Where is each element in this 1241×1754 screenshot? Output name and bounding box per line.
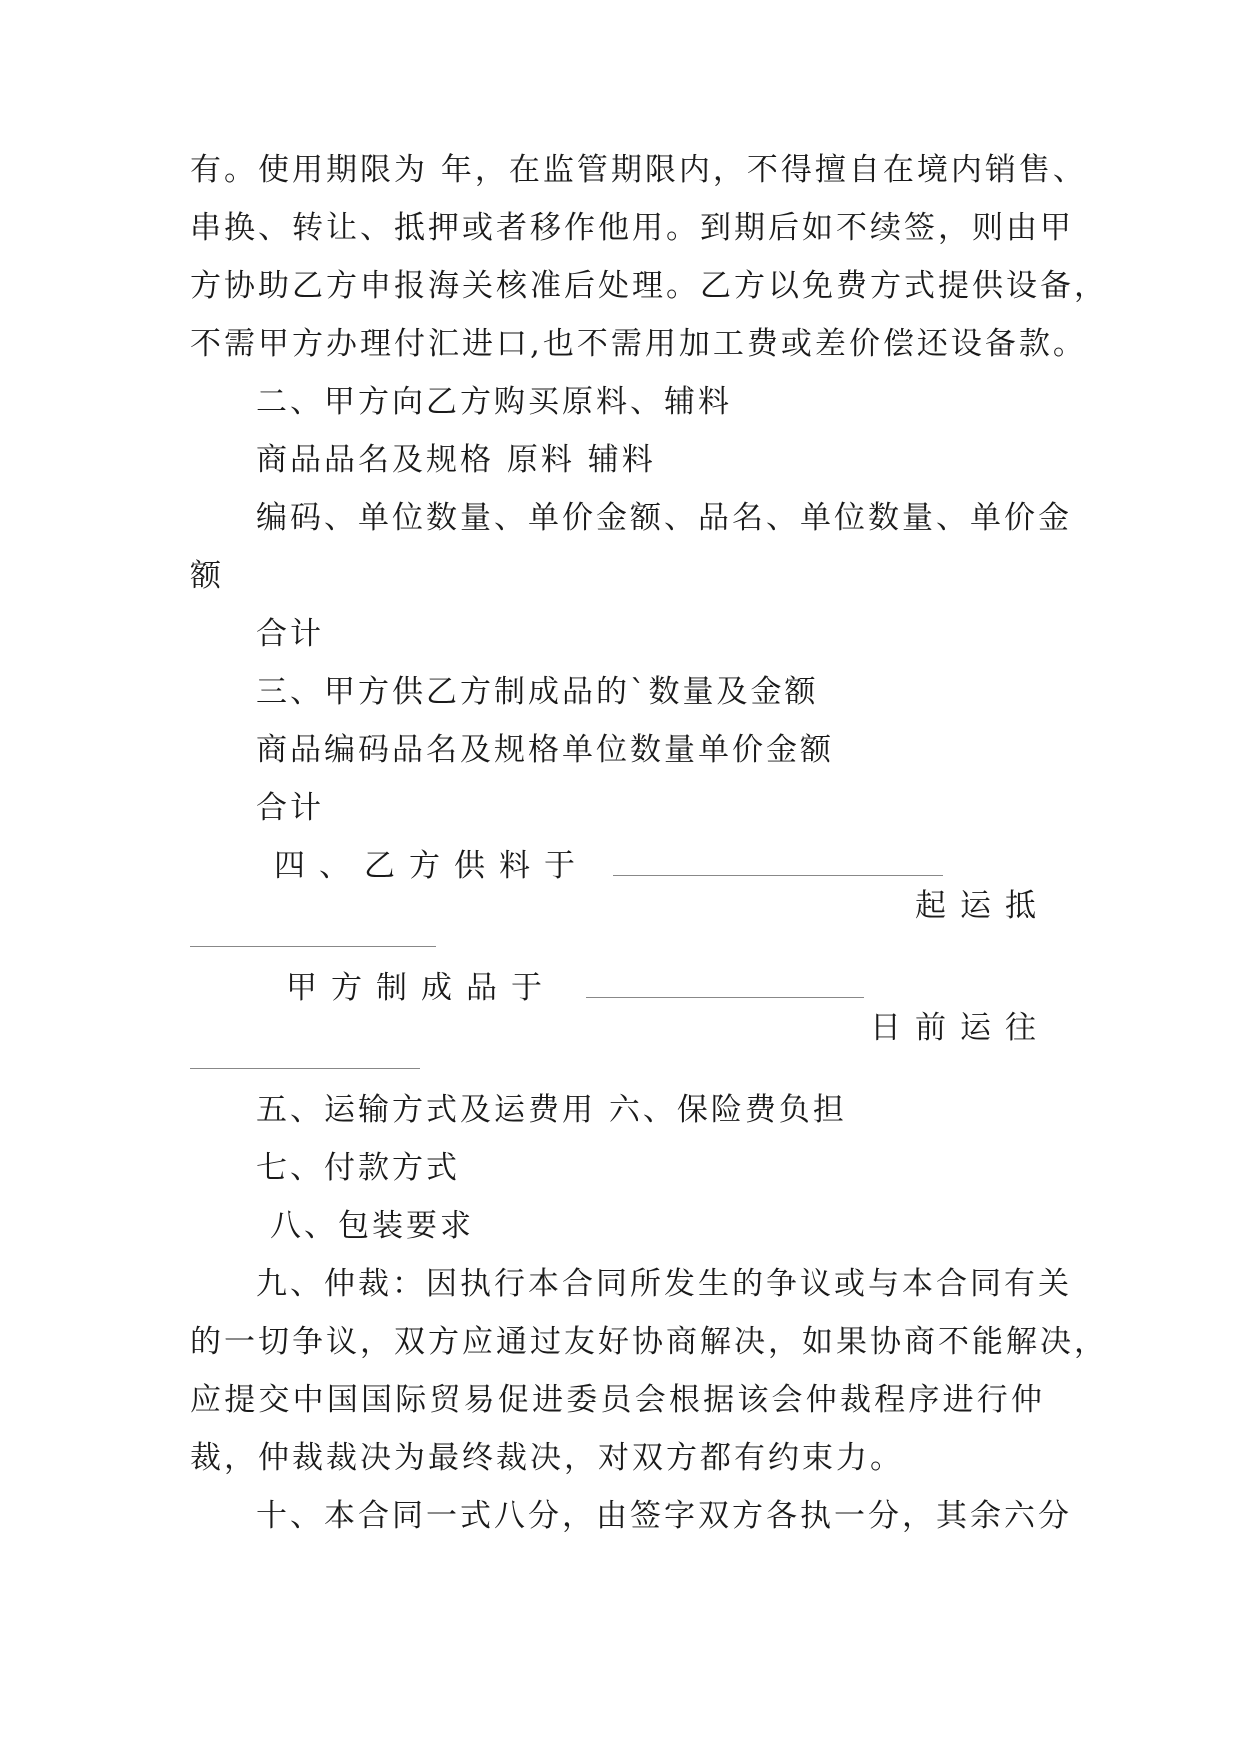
paragraph-line: 应提交中国国际贸易促进委员会根据该会仲裁程序进行仲 — [190, 1382, 1045, 1418]
fill-blank — [586, 996, 864, 998]
paragraph-line: 十、本合同一式八分，由签字双方各执一分，其余六分 — [256, 1498, 1072, 1534]
total-label: 合计 — [256, 616, 324, 652]
table-header-line: 商品品名及规格 原料 辅料 — [256, 442, 656, 478]
section-heading: 八、包装要求 — [270, 1208, 474, 1244]
table-header-line: 额 — [190, 558, 224, 594]
paragraph-line: 方协助乙方申报海关核准后处理。乙方以免费方式提供设备， — [190, 268, 1108, 304]
section-heading: 二、甲方向乙方购买原料、辅料 — [256, 384, 732, 420]
total-label: 合计 — [256, 790, 324, 826]
paragraph-line: 串换、转让、抵押或者移作他用。到期后如不续签，则由甲 — [190, 210, 1074, 246]
fill-blank-line — [190, 1068, 420, 1069]
section-heading: 五、运输方式及运费用 六、保险费负担 — [256, 1092, 847, 1128]
section-heading: 七、付款方式 — [256, 1150, 460, 1186]
paragraph-line: 的一切争议，双方应通过友好协商解决，如果协商不能解决， — [190, 1324, 1108, 1360]
fill-blank-line — [190, 946, 436, 947]
table-header-line: 编码、单位数量、单价金额、品名、单位数量、单价金 — [256, 500, 1072, 536]
table-header-line: 商品编码品名及规格单位数量单价金额 — [256, 732, 834, 768]
section-heading: 三、甲方供乙方制成品的`数量及金额 — [256, 674, 819, 710]
paragraph-line: 不需甲方办理付汇进口,也不需用加工费或差价偿还设备款。 — [190, 326, 1087, 362]
supply-clause — [274, 846, 1050, 926]
delivery-destination-label: 日前运往 — [870, 1010, 1050, 1046]
delivery-clause — [286, 968, 1050, 1048]
delivery-label: 甲方制成品于 — [286, 970, 556, 1006]
paragraph-line: 裁，仲裁裁决为最终裁决，对双方都有约束力。 — [190, 1440, 904, 1476]
paragraph-line: 九、仲裁：因执行本合同所发生的争议或与本合同有关 — [256, 1266, 1072, 1302]
paragraph-line: 有。使用期限为 年，在监管期限内，不得擅自在境内销售、 — [190, 152, 1087, 188]
fill-blank — [613, 874, 943, 876]
supply-destination-label: 起运抵 — [915, 888, 1050, 924]
supply-label: 四、乙方供料于 — [274, 848, 589, 884]
